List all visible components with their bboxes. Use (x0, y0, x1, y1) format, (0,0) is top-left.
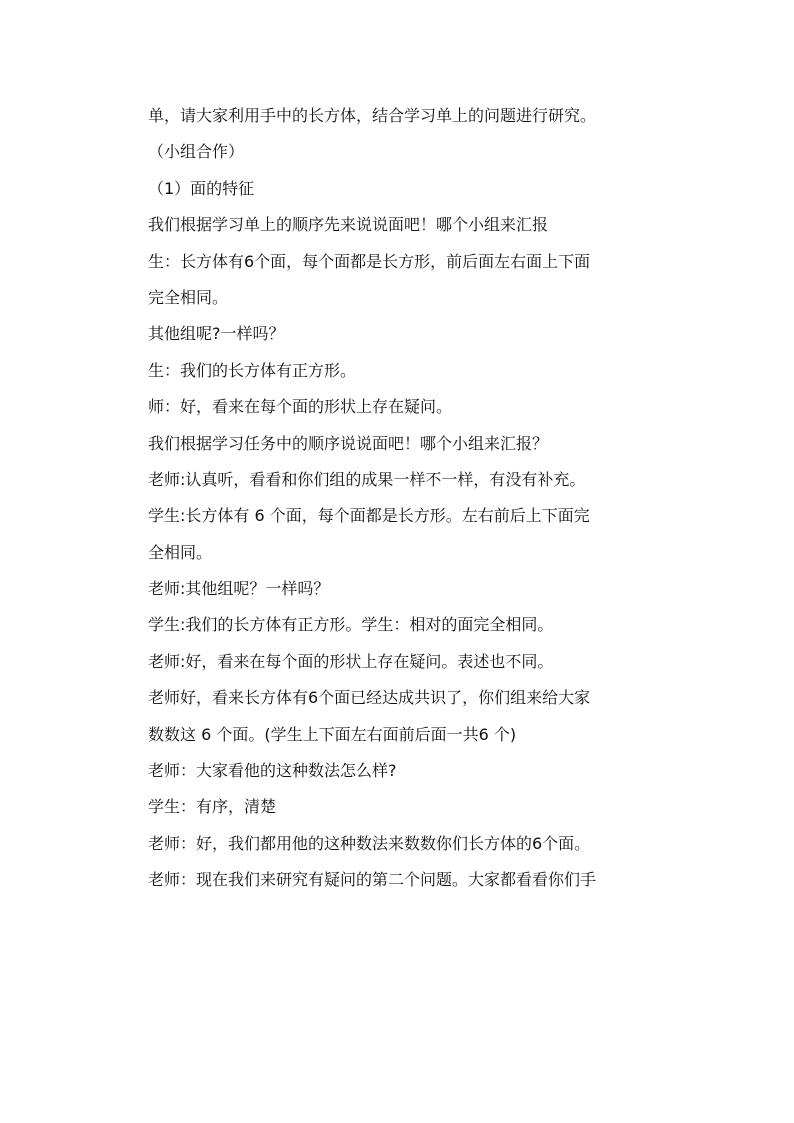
text-line: 学生：有序，清楚 (148, 797, 277, 817)
text-line: （小组合作） (148, 142, 245, 162)
text-line: 学生:长方体有 6 个面，每个面都是长方形。左右前后上下面完 (148, 506, 590, 526)
text-line: 老师：大家看他的这种数法怎么样? (148, 761, 397, 781)
text-line: 我们根据学习单上的顺序先来说说面吧！哪个小组来汇报 (148, 215, 549, 235)
document-body (148, 98, 688, 899)
text-line: 生：长方体有6个面，每个面都是长方形，前后面左右面上下面 (148, 251, 591, 271)
text-line: 我们根据学习任务中的顺序说说面吧！哪个小组来汇报？ (148, 433, 549, 453)
text-line: 老师：现在我们来研究有疑问的第二个问题。大家都看看你们手 (148, 870, 597, 890)
text-line: （1）面的特征 (148, 178, 255, 198)
text-line: 师：好，看来在每个面的形状上存在疑问。 (148, 397, 453, 417)
text-line: 老师:好，看来在每个面的形状上存在疑问。表述也不同。 (148, 651, 554, 671)
text-line: 其他组呢?一样吗？ (148, 324, 285, 344)
text-line: 老师:认真听，看看和你们组的成果一样不一样，有没有补充。 (148, 469, 586, 489)
text-line: 单，请大家利用手中的长方体，结合学习单上的问题进行研究。 (148, 106, 597, 125)
text-line: 生：我们的长方体有正方形。 (148, 360, 357, 380)
text-line: 完全相同。 (148, 287, 229, 307)
text-line: 老师：好，我们都用他的这种数法来数数你们长方体的6个面。 (148, 833, 591, 853)
text-line: 老师:其他组呢？一样吗？ (148, 579, 330, 599)
text-line: 学生:我们的长方体有正方形。学生：相对的面完全相同。 (148, 615, 554, 635)
text-line: 全相同。 (148, 542, 213, 562)
text-line: 老师好，看来长方体有6个面已经达成共识了，你们组来给大家 (148, 688, 591, 708)
text-line: 数数这 6 个面。(学生上下面左右面前后面一共6 个) (148, 724, 517, 744)
